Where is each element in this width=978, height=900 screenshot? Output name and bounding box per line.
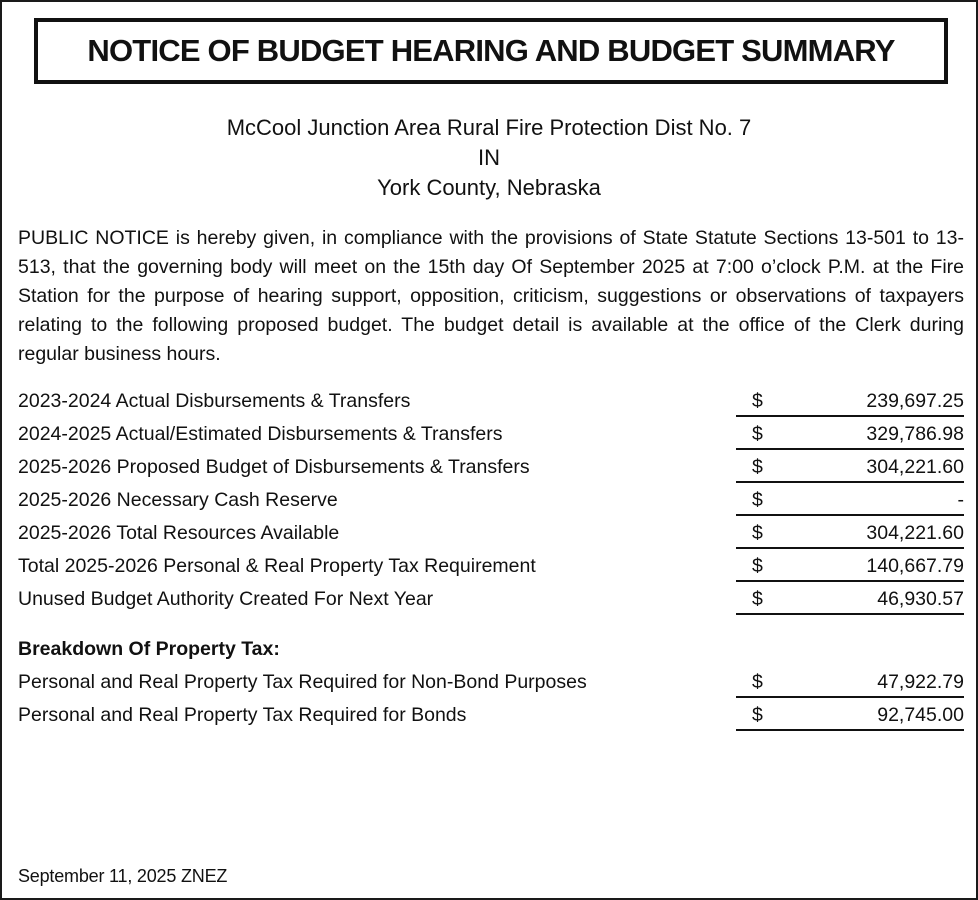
budget-summary [18,386,964,733]
row-amount: 47,922.79 [877,671,964,693]
district-header [2,113,976,203]
county-name: York County, Nebraska [377,175,601,200]
currency-symbol: $ [752,456,763,478]
row-label: 2023-2024 Actual Disbursements & Transfers [18,390,411,412]
row-amount: - [957,489,964,511]
amount-cell [736,419,964,450]
currency-symbol: $ [752,704,763,726]
summary-row [18,518,964,551]
row-label: 2025-2026 Proposed Budget of Disbursements & Transfers [18,456,530,478]
currency-symbol: $ [752,671,763,693]
breakdown-row [18,667,964,700]
amount-cell [736,551,964,582]
public-notice-paragraph: PUBLIC NOTICE is hereby given, in compliance with the provisions of State Statute Sections 13-501 to 13-513, that the governing body will meet on the 15th day Of September 2025 at 7:00 o’clock P.M. at the Fire Station for the purpose of hearing support, opposition, criticism, suggestions or observations of taxpayers relating to the following proposed budget. The budget detail is available at the office of the Clerk during regular business hours. [18,227,964,365]
breakdown-heading [18,634,964,667]
row-amount: 304,221.60 [866,456,964,478]
row-label: 2025-2026 Necessary Cash Reserve [18,489,338,511]
row-label: 2024-2025 Actual/Estimated Disbursements & Transfers [18,423,503,445]
title-box [34,18,948,84]
district-name: McCool Junction Area Rural Fire Protection Dist No. 7 [226,115,752,140]
row-label: Unused Budget Authority Created For Next Year [18,588,434,610]
amount-cell [736,386,964,417]
currency-symbol: $ [752,423,763,445]
amount-cell [736,584,964,615]
header-in: IN [478,145,500,170]
amount-cell [736,452,964,483]
summary-row [18,584,964,617]
row-label: Personal and Real Property Tax Required for Bonds [18,704,467,726]
summary-row [18,485,964,518]
amount-cell [736,700,964,731]
currency-symbol: $ [752,588,763,610]
summary-row [18,386,964,419]
row-amount: 140,667.79 [866,555,964,577]
amount-cell [736,518,964,549]
currency-symbol: $ [752,522,763,544]
currency-symbol: $ [752,390,763,412]
row-amount: 239,697.25 [866,390,964,412]
row-label: 2025-2026 Total Resources Available [18,522,340,544]
summary-row [18,452,964,485]
row-amount: 46,930.57 [877,588,964,610]
breakdown-title: Breakdown Of Property Tax: [18,638,280,660]
currency-symbol: $ [752,555,763,577]
amount-cell [736,485,964,516]
breakdown-row [18,700,964,733]
summary-row [18,551,964,584]
amount-cell [736,667,964,698]
currency-symbol: $ [752,489,763,511]
page-title: NOTICE OF BUDGET HEARING AND BUDGET SUMMARY [87,33,895,68]
row-amount: 329,786.98 [866,423,964,445]
row-label: Total 2025-2026 Personal & Real Property Tax Requirement [18,555,536,577]
summary-row [18,419,964,452]
row-amount: 304,221.60 [866,522,964,544]
row-amount: 92,745.00 [877,704,964,726]
row-label: Personal and Real Property Tax Required for Non-Bond Purposes [18,671,587,693]
publication-footer: September 11, 2025 ZNEZ [18,866,228,886]
